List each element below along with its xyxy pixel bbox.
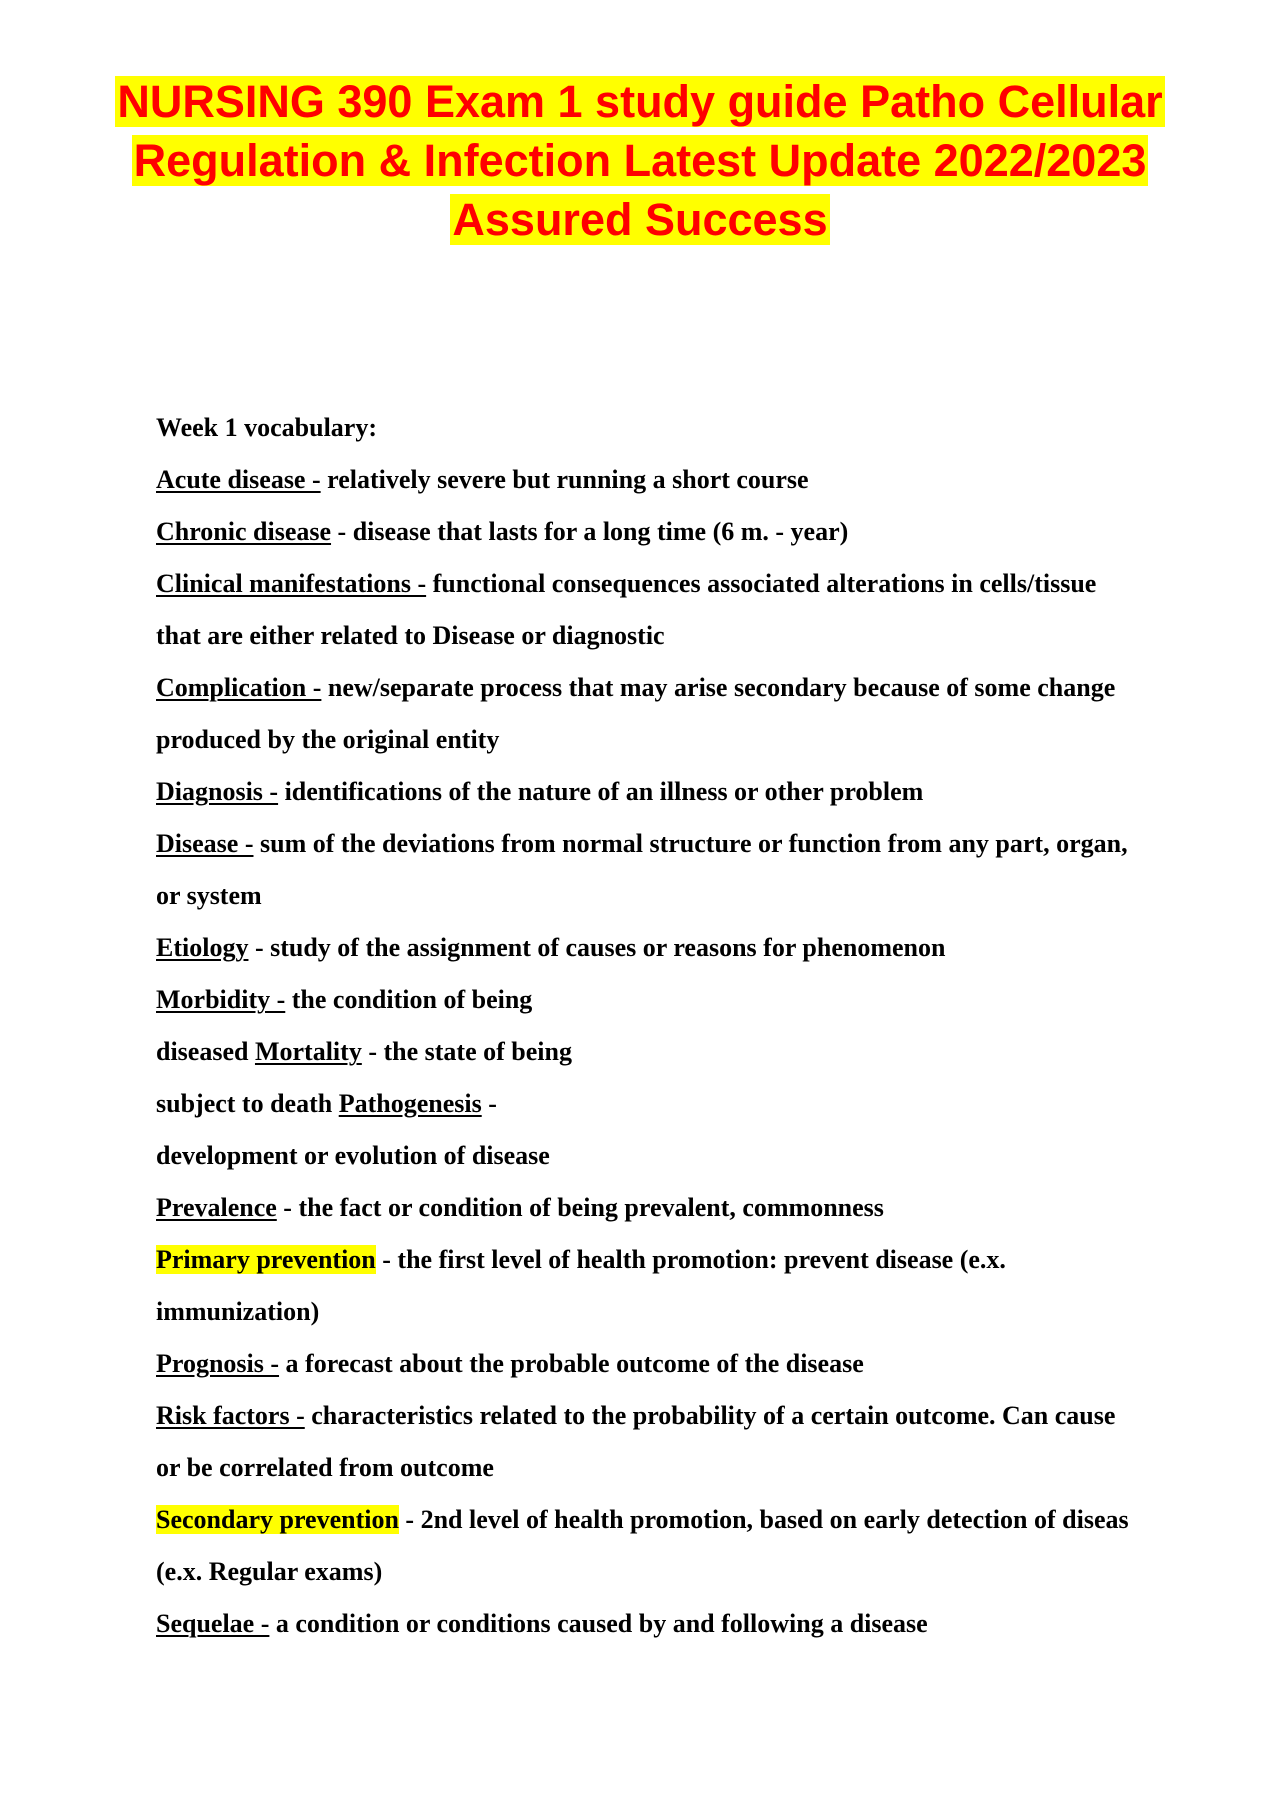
entry-continuation: (e.x. Regular exams) (156, 1557, 383, 1586)
entry-risk-factors (156, 1390, 1280, 1442)
term-label-highlighted: Secondary prevention (156, 1505, 399, 1534)
term-definition: - the fact or condition of being prevalent, commonness (276, 1193, 884, 1222)
term-label: Prevalence (156, 1193, 277, 1222)
entry-morbidity (156, 974, 1280, 1026)
entry-prevalence (156, 1182, 1280, 1234)
title-line-1: NURSING 390 Exam 1 study guide Patho Cellular (117, 76, 1163, 127)
term-label: Sequelae - (156, 1609, 270, 1638)
term-label: Prognosis - (156, 1349, 280, 1378)
entry-chronic-disease (156, 506, 1280, 558)
term-label: Mortality (254, 1037, 362, 1066)
term-prefix: diseased (156, 1037, 255, 1066)
term-label: Risk factors - (156, 1401, 305, 1430)
entry-acute-disease (156, 454, 1280, 506)
term-label: Diagnosis - (156, 777, 279, 806)
term-definition: a condition or conditions caused by and following a disease (269, 1609, 928, 1638)
term-label: Pathogenesis (338, 1089, 482, 1118)
entry-continuation: immunization) (156, 1297, 320, 1326)
entry-sequelae (156, 1598, 1280, 1650)
term-definition: sum of the deviations from normal structure or function from any part, organ, (253, 829, 1128, 858)
term-definition: - (481, 1089, 497, 1118)
term-prefix: subject to death (156, 1089, 339, 1118)
entry-secondary-prevention (156, 1494, 1280, 1546)
title-line-3: Assured Success (452, 194, 828, 245)
term-definition: a forecast about the probable outcome of the disease (279, 1349, 864, 1378)
term-label: Complication - (156, 673, 322, 702)
entry-primary-prevention (156, 1234, 1280, 1286)
entry-continuation: development or evolution of disease (156, 1141, 550, 1170)
entry-continuation: produced by the original entity (156, 725, 500, 754)
entry-mortality (156, 1026, 1280, 1078)
term-definition: functional consequences associated alterations in cells/tissue (426, 569, 1097, 598)
section-heading: Week 1 vocabulary: (156, 413, 377, 442)
entry-continuation: or system (156, 881, 262, 910)
entry-disease (156, 818, 1280, 870)
term-label: Acute disease - (156, 465, 321, 494)
vocabulary-section (156, 402, 1280, 1650)
term-definition: - disease that lasts for a long time (6 m. - year) (331, 517, 849, 546)
term-definition: identifications of the nature of an illness or other problem (278, 777, 924, 806)
term-definition: - the first level of health promotion: prevent disease (e.x. (375, 1245, 1006, 1274)
entry-continuation: or be correlated from outcome (156, 1453, 494, 1482)
term-definition: - 2nd level of health promotion, based on early detection of diseas (398, 1505, 1129, 1534)
entry-complication (156, 662, 1280, 714)
term-label-highlighted: Primary prevention (156, 1245, 376, 1274)
term-definition: new/separate process that may arise secondary because of some change (321, 673, 1116, 702)
entry-etiology (156, 922, 1280, 974)
term-definition: characteristics related to the probability of a certain outcome. Can cause (304, 1401, 1116, 1430)
entry-prognosis (156, 1338, 1280, 1390)
term-label: Chronic disease (156, 517, 332, 546)
entry-clinical-manifestations (156, 558, 1280, 610)
entry-pathogenesis (156, 1078, 1280, 1130)
title-line-2: Regulation & Infection Latest Update 2022/2023 (133, 135, 1147, 186)
term-label: Morbidity - (156, 985, 286, 1014)
term-definition: - study of the assignment of causes or reasons for phenomenon (248, 933, 946, 962)
term-label: Clinical manifestations - (156, 569, 427, 598)
entry-continuation: that are either related to Disease or diagnostic (156, 621, 665, 650)
document-title (0, 72, 1280, 249)
entry-diagnosis (156, 766, 1280, 818)
term-definition: relatively severe but running a short course (320, 465, 809, 494)
term-definition: the condition of being (285, 985, 533, 1014)
term-label: Etiology (156, 933, 249, 962)
term-label: Disease - (156, 829, 254, 858)
term-definition: - the state of being (361, 1037, 572, 1066)
